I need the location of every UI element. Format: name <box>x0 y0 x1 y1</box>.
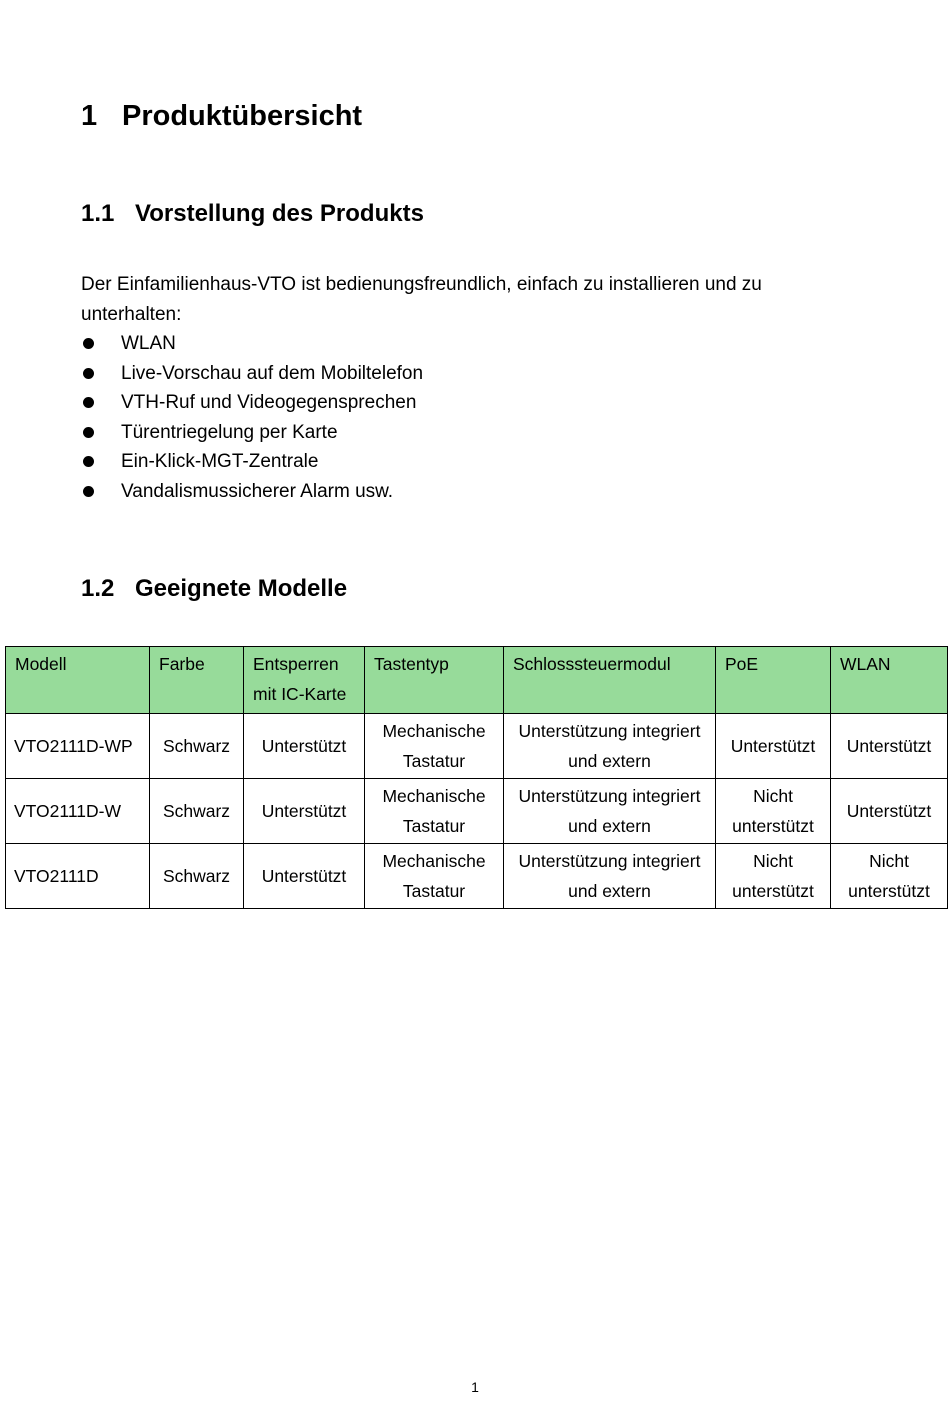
table-cell-entsperren: Unterstützt <box>244 779 365 844</box>
bullet-icon <box>83 397 94 408</box>
table-row <box>6 844 948 909</box>
table-cell-modell: VTO2111D-W <box>6 779 150 844</box>
feature-list-item <box>81 388 423 418</box>
bullet-icon <box>83 368 94 379</box>
bullet-icon <box>83 456 94 467</box>
table-cell-tastentyp: Mechanische Tastatur <box>365 844 504 909</box>
feature-text: Türentriegelung per Karte <box>121 421 338 443</box>
section-heading-models <box>81 575 347 603</box>
feature-text: Live-Vorschau auf dem Mobiltelefon <box>121 362 424 384</box>
bullet-icon <box>83 427 94 438</box>
column-header-schlosssteuermodul: Schlosssteuermodul <box>504 647 716 714</box>
table-cell-tastentyp: Mechanische Tastatur <box>365 714 504 779</box>
feature-list <box>81 329 423 507</box>
feature-list-item <box>81 447 423 477</box>
column-header-entsperren: Entsperren mit IC-Karte <box>244 647 365 714</box>
table-cell-wlan: Unterstützt <box>831 779 948 844</box>
page-number: 1 <box>471 1379 479 1395</box>
section-number: 1.1 <box>81 200 115 227</box>
section-number: 1.2 <box>81 575 115 602</box>
table-cell-modell: VTO2111D-WP <box>6 714 150 779</box>
table-cell-poe: Unterstützt <box>716 714 831 779</box>
feature-text: Ein-Klick-MGT-Zentrale <box>121 451 319 473</box>
table-cell-entsperren: Unterstützt <box>244 844 365 909</box>
column-header-tastentyp: Tastentyp <box>365 647 504 714</box>
table-cell-farbe: Schwarz <box>150 844 244 909</box>
chapter-number: 1 <box>81 100 98 132</box>
models-table <box>5 646 948 909</box>
table-cell-schlosssteuermodul: Unterstützung integriert und extern <box>504 714 716 779</box>
feature-list-item <box>81 418 423 448</box>
section-title: Geeignete Modelle <box>135 575 348 602</box>
chapter-heading <box>81 100 362 133</box>
chapter-title: Produktübersicht <box>122 100 363 132</box>
table-cell-modell: VTO2111D <box>6 844 150 909</box>
bullet-icon <box>83 486 94 497</box>
table-row <box>6 714 948 779</box>
feature-list-item <box>81 359 423 389</box>
column-header-modell: Modell <box>6 647 150 714</box>
table-cell-farbe: Schwarz <box>150 779 244 844</box>
intro-paragraph: Der Einfamilienhaus-VTO ist bedienungsfreundlich, einfach zu installieren und zu unterhalten: <box>81 274 762 325</box>
feature-text: Vandalismussicherer Alarm usw. <box>121 480 394 502</box>
table-cell-poe: Nicht unterstützt <box>716 844 831 909</box>
section-title: Vorstellung des Produkts <box>135 200 424 227</box>
section-heading-intro <box>81 200 424 228</box>
table-cell-farbe: Schwarz <box>150 714 244 779</box>
feature-text: VTH-Ruf und Videogegensprechen <box>121 392 417 414</box>
table-cell-wlan: Unterstützt <box>831 714 948 779</box>
table-cell-entsperren: Unterstützt <box>244 714 365 779</box>
table-cell-tastentyp: Mechanische Tastatur <box>365 779 504 844</box>
table-cell-schlosssteuermodul: Unterstützung integriert und extern <box>504 779 716 844</box>
feature-list-item <box>81 329 423 359</box>
table-cell-wlan: Nicht unterstützt <box>831 844 948 909</box>
table-cell-poe: Nicht unterstützt <box>716 779 831 844</box>
column-header-poe: PoE <box>716 647 831 714</box>
table-header-row <box>6 647 948 714</box>
table-row <box>6 779 948 844</box>
bullet-icon <box>83 338 94 349</box>
feature-text: WLAN <box>121 333 176 354</box>
column-header-farbe: Farbe <box>150 647 244 714</box>
table-cell-schlosssteuermodul: Unterstützung integriert und extern <box>504 844 716 909</box>
feature-list-item <box>81 477 423 507</box>
column-header-wlan: WLAN <box>831 647 948 714</box>
